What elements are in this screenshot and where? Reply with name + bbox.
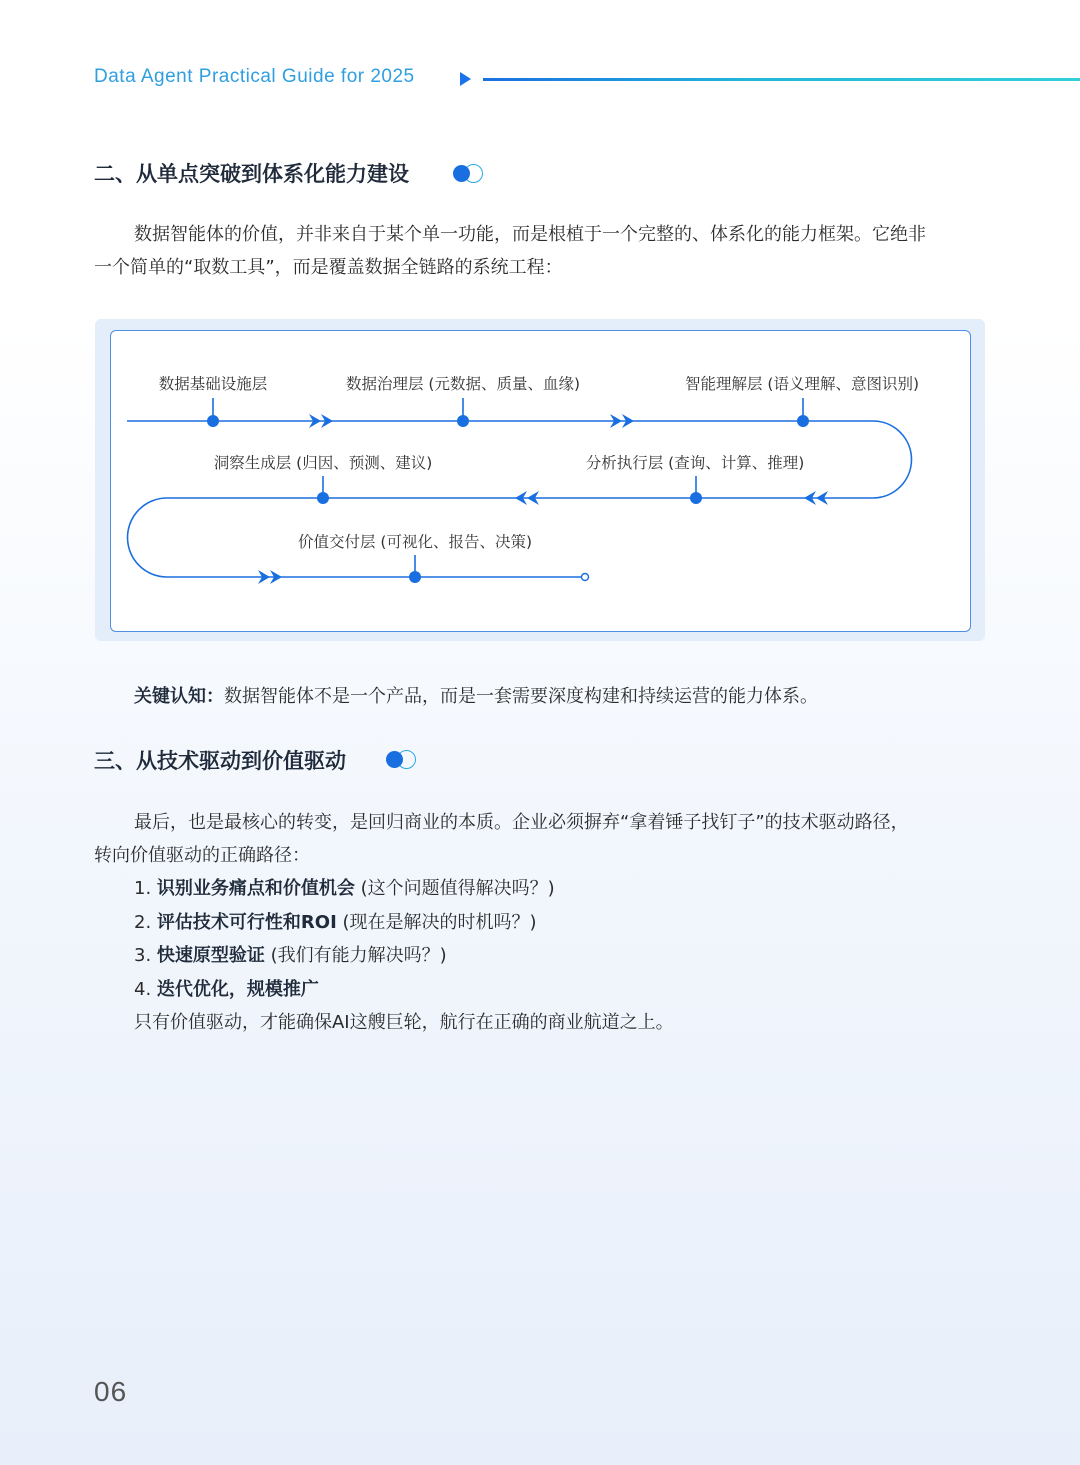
node-value-delivery	[409, 571, 421, 583]
section3-intro	[94, 806, 986, 872]
layer-label-2: 数据治理层 (元数据、质量、血缘)	[345, 375, 581, 393]
list-item: 1. 识别业务痛点和价值机会 (这个问题值得解决吗？)	[134, 878, 555, 899]
layer-label-1: 数据基础设施层	[158, 375, 268, 393]
list-item: 4. 迭代优化，规模推广	[134, 978, 319, 1000]
layer-label-5: 洞察生成层 (归因、预测、建议)	[213, 454, 433, 472]
node-data-governance	[457, 415, 469, 427]
node-data-infrastructure	[207, 415, 219, 427]
node-intelligent-understanding	[797, 415, 809, 427]
layer-label-6: 价值交付层 (可视化、报告、决策)	[297, 533, 533, 551]
value-path-list	[134, 872, 674, 1040]
node-analysis-execution	[690, 492, 702, 504]
section3-intro-line1: 最后，也是最核心的转变，是回归商业的本质。企业必须摒弃“拿着锤子找钉子”的技术驱动路径，	[134, 812, 909, 833]
page-number: 06	[94, 1376, 128, 1407]
section2-intro-line1: 数据智能体的价值，并非来自于某个单一功能，而是根植于一个完整的、体系化的能力框架。它绝非	[134, 224, 926, 245]
toggle-icon	[386, 750, 416, 769]
end-node	[582, 574, 589, 581]
key-insight	[134, 682, 818, 708]
node-insight-generation	[317, 492, 329, 504]
page-header	[94, 64, 1080, 94]
play-arrow-icon	[460, 72, 471, 86]
key-insight-label: 关键认知：	[134, 686, 224, 707]
section2-intro-line2: 一个简单的“取数工具”，而是覆盖数据全链路的系统工程：	[94, 257, 563, 278]
section2-intro	[94, 218, 986, 284]
list-item: 2. 评估技术可行性和ROI (现在是解决的时机吗？)	[134, 911, 537, 933]
arrow-markers	[258, 414, 828, 584]
section-title-3: 三、从技术驱动到价值驱动	[94, 749, 346, 773]
layer-flow-diagram	[110, 330, 972, 633]
header-divider	[483, 78, 1080, 81]
section3-intro-line2: 转向价值驱动的正确路径：	[94, 845, 310, 866]
key-insight-text: 数据智能体不是一个产品，而是一套需要深度构建和持续运营的能力体系。	[224, 686, 818, 707]
closing-statement: 只有价值驱动，才能确保AI这艘巨轮，航行在正确的商业航道之上。	[134, 1012, 674, 1033]
section-title-2: 二、从单点突破到体系化能力建设	[94, 162, 409, 186]
list-item: 3. 快速原型验证 (我们有能力解决吗？)	[134, 945, 447, 966]
layer-label-3: 智能理解层 (语义理解、意图识别)	[684, 375, 920, 393]
header-title: Data Agent Practical Guide for 2025	[94, 66, 415, 87]
layer-label-4: 分析执行层 (查询、计算、推理)	[585, 454, 805, 472]
toggle-icon	[453, 164, 483, 183]
